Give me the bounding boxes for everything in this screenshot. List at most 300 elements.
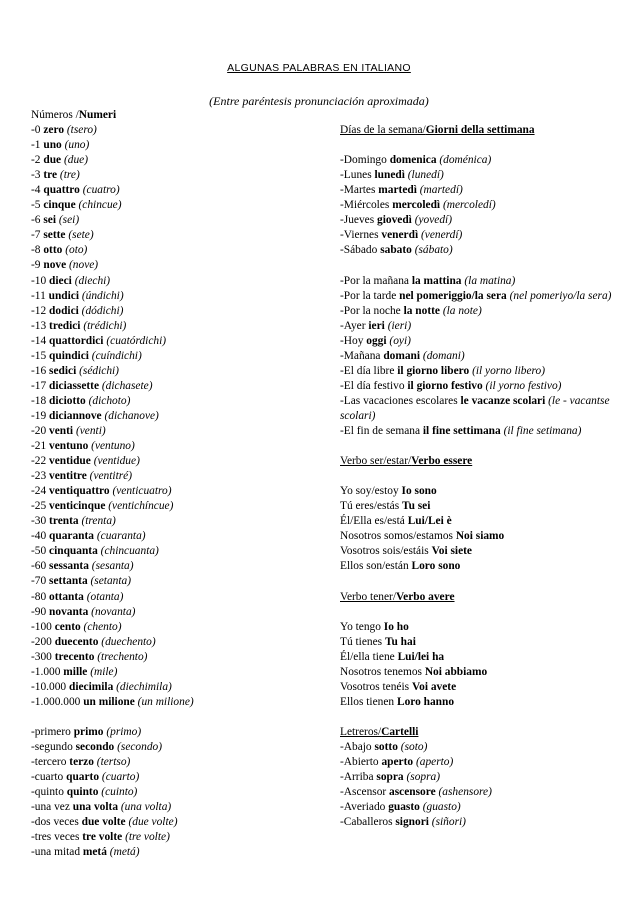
avere-row bbox=[340, 620, 615, 635]
term-it: quinto bbox=[66, 786, 99, 799]
day-row bbox=[340, 198, 615, 213]
term-es: -Domingo bbox=[340, 154, 387, 167]
term-it: sei bbox=[43, 214, 57, 227]
number-row bbox=[31, 484, 331, 499]
term-es: -9 bbox=[31, 259, 41, 272]
pronunciation: (dichasete) bbox=[101, 379, 153, 392]
term-it: lunedì bbox=[374, 169, 405, 182]
pronunciation: (novanta) bbox=[91, 605, 136, 618]
number-row bbox=[31, 274, 331, 289]
term-it: terzo bbox=[69, 756, 94, 769]
pronunciation: (sédichi) bbox=[79, 364, 119, 377]
left-column bbox=[31, 108, 331, 860]
term-es: -50 bbox=[31, 545, 47, 558]
term-es: -6 bbox=[31, 214, 41, 227]
time-row bbox=[340, 349, 615, 364]
term-es: -Sábado bbox=[340, 244, 378, 257]
ordinal-row bbox=[31, 740, 331, 755]
term-es: -40 bbox=[31, 530, 47, 543]
pronunciation: (la matina) bbox=[464, 274, 516, 287]
pronunciation: (tre) bbox=[59, 169, 80, 182]
term-it: giovedì bbox=[377, 214, 412, 227]
pronunciation: (cuarto) bbox=[101, 771, 140, 784]
term-it: nel pomeriggio/la sera bbox=[399, 289, 507, 302]
term-it: ventidue bbox=[49, 455, 91, 468]
term-es: Él/ella tiene bbox=[340, 650, 395, 663]
sign-row bbox=[340, 785, 615, 800]
term-es: -cuarto bbox=[31, 771, 64, 784]
sign-row bbox=[340, 800, 615, 815]
pronunciation: (dódichi) bbox=[81, 304, 124, 317]
term-es: -Averiado bbox=[340, 801, 386, 814]
term-es: -Ascensor bbox=[340, 786, 387, 799]
term-it: secondo bbox=[75, 740, 115, 753]
term-it: sette bbox=[43, 229, 66, 242]
term-es: -Ayer bbox=[340, 319, 366, 332]
term-es: Tú eres/estás bbox=[340, 500, 400, 513]
pronunciation: (cuatórdichi) bbox=[106, 334, 167, 347]
time-row bbox=[340, 304, 615, 319]
term-es: -13 bbox=[31, 319, 47, 332]
ordinal-row bbox=[31, 845, 331, 860]
term-es: -dos veces bbox=[31, 816, 79, 829]
day-row bbox=[340, 168, 615, 183]
term-es: -10 bbox=[31, 274, 47, 287]
term-it: una volta bbox=[72, 801, 119, 814]
pronunciation: (tsero) bbox=[66, 124, 97, 137]
pronunciation: (secondo) bbox=[117, 740, 163, 753]
term-es: -30 bbox=[31, 515, 47, 528]
term-it: mercoledì bbox=[392, 199, 441, 212]
term-it: sessanta bbox=[49, 560, 89, 573]
time-row bbox=[340, 424, 615, 439]
term-it: quattro bbox=[43, 184, 80, 197]
number-row bbox=[31, 394, 331, 409]
term-it: venti bbox=[49, 424, 74, 437]
term-it: uno bbox=[43, 139, 62, 152]
pronunciation: (la note) bbox=[442, 304, 482, 317]
essere-header-it: Verbo essere bbox=[411, 455, 473, 468]
number-row bbox=[31, 304, 331, 319]
number-row bbox=[31, 454, 331, 469]
time-row bbox=[340, 274, 615, 289]
essere-row bbox=[340, 544, 615, 559]
number-row bbox=[31, 153, 331, 168]
avere-header bbox=[340, 590, 615, 605]
time-row bbox=[340, 379, 615, 394]
pronunciation: (venti) bbox=[75, 424, 106, 437]
spacer bbox=[340, 138, 615, 153]
pronunciation: (diechi) bbox=[74, 274, 111, 287]
essere-row bbox=[340, 499, 615, 514]
term-it: guasto bbox=[388, 801, 420, 814]
term-es: -11 bbox=[31, 289, 46, 302]
number-row bbox=[31, 559, 331, 574]
term-es: -4 bbox=[31, 184, 41, 197]
signs-header-it: Cartelli bbox=[381, 725, 419, 738]
term-es: -80 bbox=[31, 590, 47, 603]
pronunciation: (un milione) bbox=[137, 695, 194, 708]
sign-row bbox=[340, 740, 615, 755]
term-it: cento bbox=[54, 620, 81, 633]
term-es: -Miércoles bbox=[340, 199, 390, 212]
term-it: Noi abbiamo bbox=[424, 665, 488, 678]
number-row bbox=[31, 680, 331, 695]
pronunciation: (uno) bbox=[64, 139, 90, 152]
ordinal-row bbox=[31, 800, 331, 815]
spacer bbox=[340, 574, 615, 589]
number-row bbox=[31, 544, 331, 559]
term-es: Él/Ella es/está bbox=[340, 515, 405, 528]
term-es: -quinto bbox=[31, 786, 64, 799]
avere-row bbox=[340, 665, 615, 680]
pronunciation: (chento) bbox=[83, 620, 122, 633]
term-es: -16 bbox=[31, 364, 47, 377]
pronunciation: (chincue) bbox=[78, 199, 122, 212]
term-it: quattordici bbox=[49, 334, 104, 347]
term-it: metá bbox=[82, 846, 107, 859]
pronunciation: (trechento) bbox=[97, 650, 148, 663]
spacer bbox=[31, 710, 331, 725]
term-it: sabato bbox=[380, 244, 412, 257]
spacer bbox=[340, 469, 615, 484]
term-es: -Por la mañana bbox=[340, 274, 409, 287]
term-it: ventuno bbox=[49, 440, 89, 453]
avere-row bbox=[340, 650, 615, 665]
term-it: le vacanze scolari bbox=[460, 394, 546, 407]
pronunciation: (ventuno) bbox=[91, 440, 135, 453]
term-es: -El día festivo bbox=[340, 379, 405, 392]
number-row bbox=[31, 289, 331, 304]
days-header-it: Giorni della settimana bbox=[425, 124, 535, 137]
avere-header-es: Verbo tener/ bbox=[340, 590, 396, 603]
term-it: quarto bbox=[66, 771, 100, 784]
number-row bbox=[31, 424, 331, 439]
number-row bbox=[31, 665, 331, 680]
pronunciation: (aperto) bbox=[415, 756, 454, 769]
pronunciation: (il yorno libero) bbox=[472, 364, 546, 377]
term-es: -2 bbox=[31, 154, 41, 167]
term-it: tredici bbox=[49, 319, 81, 332]
term-es: -1.000 bbox=[31, 665, 61, 678]
term-it: il giorno festivo bbox=[407, 379, 483, 392]
term-it: Voi avete bbox=[411, 680, 457, 693]
pronunciation: (trédichi) bbox=[83, 319, 127, 332]
number-row bbox=[31, 123, 331, 138]
number-row bbox=[31, 183, 331, 198]
number-row bbox=[31, 469, 331, 484]
spacer bbox=[340, 108, 615, 123]
number-row bbox=[31, 650, 331, 665]
pronunciation: (ventidue) bbox=[93, 455, 140, 468]
pronunciation: (venerdí) bbox=[420, 229, 463, 242]
pronunciation: (due volte) bbox=[128, 816, 178, 829]
ordinal-row bbox=[31, 830, 331, 845]
pronunciation: (cuatro) bbox=[82, 184, 120, 197]
numbers-header-it: Numeri bbox=[78, 109, 117, 121]
number-row bbox=[31, 138, 331, 153]
term-it: undici bbox=[48, 289, 80, 302]
term-es: -1 bbox=[31, 139, 41, 152]
essere-list bbox=[340, 484, 615, 574]
days-list bbox=[340, 153, 615, 258]
term-es: -8 bbox=[31, 244, 41, 257]
essere-header-es: Verbo ser/estar/ bbox=[340, 455, 412, 468]
number-row bbox=[31, 243, 331, 258]
term-it: Io sono bbox=[401, 485, 437, 498]
number-row bbox=[31, 198, 331, 213]
term-it: ventitre bbox=[49, 470, 87, 483]
term-it: quaranta bbox=[49, 530, 94, 543]
term-it: diecimila bbox=[68, 680, 114, 693]
pronunciation: (guasto) bbox=[422, 801, 461, 814]
term-es: -70 bbox=[31, 575, 47, 588]
pronunciation: (mercoledí) bbox=[442, 199, 496, 212]
term-es: -200 bbox=[31, 635, 52, 648]
term-it: ottanta bbox=[49, 590, 84, 603]
term-es: -Lunes bbox=[340, 169, 372, 182]
number-row bbox=[31, 514, 331, 529]
number-row bbox=[31, 168, 331, 183]
time-row bbox=[340, 334, 615, 349]
number-row bbox=[31, 695, 331, 710]
signs-header-es: Letreros/ bbox=[340, 725, 382, 738]
term-es: -tres veces bbox=[31, 831, 80, 844]
number-row bbox=[31, 635, 331, 650]
term-es: -Martes bbox=[340, 184, 376, 197]
term-es: -10.000 bbox=[31, 680, 67, 693]
number-row bbox=[31, 364, 331, 379]
term-it: duecento bbox=[54, 635, 99, 648]
pronunciation: (le - vacantse scolari) bbox=[340, 394, 610, 422]
time-row bbox=[340, 319, 615, 334]
term-es: -3 bbox=[31, 169, 41, 182]
term-it: Loro sono bbox=[411, 560, 461, 573]
term-it: diciotto bbox=[49, 394, 86, 407]
term-it: il fine settimana bbox=[422, 424, 501, 437]
day-row bbox=[340, 243, 615, 258]
number-row bbox=[31, 590, 331, 605]
term-es: Vosotros tenéis bbox=[340, 680, 410, 693]
pronunciation: (dichoto) bbox=[88, 394, 131, 407]
term-it: dodici bbox=[49, 304, 79, 317]
number-row bbox=[31, 529, 331, 544]
term-it: il giorno libero bbox=[397, 364, 470, 377]
term-es: -Por la tarde bbox=[340, 289, 397, 302]
term-it: Lui/lei ha bbox=[397, 650, 445, 663]
term-es: -Abierto bbox=[340, 756, 379, 769]
term-it: due volte bbox=[81, 816, 126, 829]
term-es: -1.000.000 bbox=[31, 695, 81, 708]
term-it: sedici bbox=[49, 364, 77, 377]
term-es: -23 bbox=[31, 470, 47, 483]
time-row bbox=[340, 394, 615, 424]
pronunciation: (sesanta) bbox=[91, 560, 134, 573]
term-es: -Jueves bbox=[340, 214, 375, 227]
term-it: Io ho bbox=[383, 620, 409, 633]
term-es: -300 bbox=[31, 650, 52, 663]
pronunciation: (tertso) bbox=[96, 756, 131, 769]
term-es: Yo tengo bbox=[340, 620, 381, 633]
term-it: tre bbox=[43, 169, 58, 182]
pronunciation: (cuaranta) bbox=[96, 530, 146, 543]
essere-row bbox=[340, 529, 615, 544]
essere-row bbox=[340, 559, 615, 574]
term-it: cinquanta bbox=[49, 545, 98, 558]
term-es: -segundo bbox=[31, 740, 73, 753]
times-list bbox=[340, 274, 615, 440]
term-it: Voi siete bbox=[431, 545, 472, 558]
day-row bbox=[340, 183, 615, 198]
term-es: -una mitad bbox=[31, 846, 81, 859]
sign-row bbox=[340, 770, 615, 785]
term-es: -5 bbox=[31, 199, 41, 212]
pronunciation: (martedí) bbox=[419, 184, 463, 197]
pronunciation: (doménica) bbox=[439, 154, 492, 167]
pronunciation: (tre volte) bbox=[125, 831, 170, 844]
term-es: -Viernes bbox=[340, 229, 379, 242]
term-it: Tu sei bbox=[402, 500, 431, 513]
term-it: diciassette bbox=[49, 379, 100, 392]
pronunciation: (yovedí) bbox=[414, 214, 453, 227]
pronunciation: (cuíndichi) bbox=[91, 349, 142, 362]
term-it: diciannove bbox=[49, 409, 102, 422]
pronunciation: (dichanove) bbox=[104, 409, 159, 422]
term-es: -60 bbox=[31, 560, 47, 573]
numbers-header-es: Números / bbox=[31, 109, 79, 121]
term-it: aperto bbox=[381, 756, 414, 769]
term-it: sopra bbox=[376, 771, 404, 784]
term-it: quindici bbox=[49, 349, 89, 362]
term-es: -El fin de semana bbox=[340, 424, 421, 437]
number-row bbox=[31, 213, 331, 228]
term-es: Ellos tienen bbox=[340, 695, 395, 708]
term-es: -Por la noche bbox=[340, 304, 401, 317]
day-row bbox=[340, 213, 615, 228]
pronunciation: (chincuanta) bbox=[100, 545, 159, 558]
pronunciation: (ieri) bbox=[387, 319, 412, 332]
term-it: otto bbox=[43, 244, 63, 257]
pronunciation: (sábato) bbox=[414, 244, 453, 257]
term-es: -una vez bbox=[31, 801, 70, 814]
term-es: -21 bbox=[31, 440, 47, 453]
number-row bbox=[31, 349, 331, 364]
term-es: -Caballeros bbox=[340, 816, 393, 829]
term-it: la notte bbox=[403, 304, 440, 317]
term-es: -0 bbox=[31, 124, 41, 137]
days-header-es: Días de la semana/ bbox=[340, 124, 426, 137]
pronunciation: (nel pomeriyo/la sera) bbox=[509, 289, 612, 302]
numbers-header bbox=[31, 108, 331, 123]
term-it: un milione bbox=[83, 695, 135, 708]
term-it: trecento bbox=[54, 650, 95, 663]
term-it: dieci bbox=[49, 274, 72, 287]
term-es: -Abajo bbox=[340, 740, 372, 753]
term-it: settanta bbox=[49, 575, 88, 588]
signs-header bbox=[340, 725, 615, 740]
term-it: signori bbox=[395, 816, 429, 829]
avere-row bbox=[340, 680, 615, 695]
term-it: Tu hai bbox=[384, 635, 416, 648]
term-es: -12 bbox=[31, 304, 47, 317]
term-it: ventiquattro bbox=[49, 485, 110, 498]
pronunciation: (sopra) bbox=[406, 771, 441, 784]
signs-list bbox=[340, 740, 615, 830]
number-row bbox=[31, 228, 331, 243]
term-it: Noi siamo bbox=[455, 530, 505, 543]
term-it: venticinque bbox=[49, 500, 106, 513]
day-row bbox=[340, 153, 615, 168]
ordinal-row bbox=[31, 815, 331, 830]
term-it: novanta bbox=[49, 605, 89, 618]
pronunciation: (domani) bbox=[422, 349, 465, 362]
pronunciation: (primo) bbox=[106, 725, 142, 738]
ordinal-row bbox=[31, 725, 331, 740]
time-row bbox=[340, 289, 615, 304]
spacer bbox=[340, 439, 615, 454]
spacer bbox=[340, 605, 615, 620]
pronunciation: (nove) bbox=[69, 259, 99, 272]
pronunciation: (una volta) bbox=[120, 801, 172, 814]
term-es: -7 bbox=[31, 229, 41, 242]
term-es: -primero bbox=[31, 725, 71, 738]
term-es: -18 bbox=[31, 394, 47, 407]
right-column bbox=[340, 108, 615, 830]
term-es: -14 bbox=[31, 334, 47, 347]
sign-row bbox=[340, 815, 615, 830]
pronunciation: (ashensore) bbox=[438, 786, 492, 799]
avere-row bbox=[340, 695, 615, 710]
pronunciation: (ventichíncue) bbox=[108, 500, 174, 513]
term-es: -tercero bbox=[31, 756, 67, 769]
pronunciation: (úndichi) bbox=[81, 289, 124, 302]
number-row bbox=[31, 409, 331, 424]
essere-row bbox=[340, 514, 615, 529]
document-title: ALGUNAS PALABRAS EN ITALIANO bbox=[227, 62, 411, 74]
term-es: Tú tienes bbox=[340, 635, 383, 648]
number-row bbox=[31, 379, 331, 394]
pronunciation: (cuinto) bbox=[101, 786, 138, 799]
ordinal-row bbox=[31, 785, 331, 800]
number-row bbox=[31, 319, 331, 334]
term-es: -20 bbox=[31, 424, 47, 437]
term-es: -17 bbox=[31, 379, 47, 392]
number-row bbox=[31, 620, 331, 635]
pronunciation: (venticuatro) bbox=[112, 485, 172, 498]
term-es: -19 bbox=[31, 409, 47, 422]
time-row bbox=[340, 364, 615, 379]
pronunciation: (due) bbox=[63, 154, 88, 167]
term-it: primo bbox=[73, 725, 104, 738]
term-it: cinque bbox=[43, 199, 76, 212]
avere-row bbox=[340, 635, 615, 650]
term-es: -24 bbox=[31, 485, 47, 498]
term-it: due bbox=[43, 154, 62, 167]
essere-header bbox=[340, 454, 615, 469]
sign-row bbox=[340, 755, 615, 770]
term-es: -Las vacaciones escolares bbox=[340, 394, 458, 407]
ordinals-list bbox=[31, 725, 331, 860]
term-es: -22 bbox=[31, 455, 47, 468]
pronunciation: (sete) bbox=[68, 229, 94, 242]
day-row bbox=[340, 228, 615, 243]
term-es: -Arriba bbox=[340, 771, 374, 784]
pronunciation: (oyi) bbox=[389, 334, 411, 347]
number-row bbox=[31, 439, 331, 454]
spacer bbox=[340, 258, 615, 273]
pronunciation: (sei) bbox=[58, 214, 80, 227]
days-header bbox=[340, 123, 615, 138]
